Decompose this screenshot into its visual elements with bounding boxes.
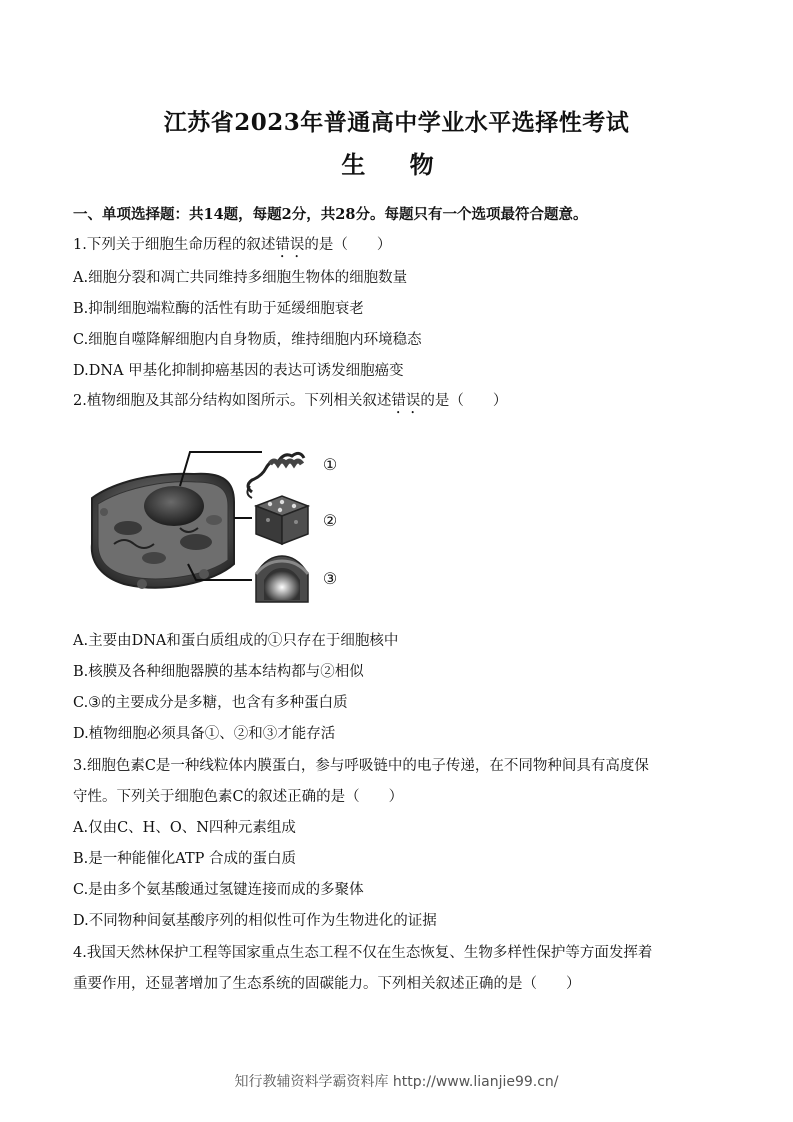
q3-option-d: D.不同物种间氨基酸序列的相似性可作为生物进化的证据 <box>73 913 437 929</box>
q3-option-a: A.仅由C、H、O、N四种元素组成 <box>73 820 296 836</box>
cell-wall-structure <box>256 556 308 602</box>
q1-stem <box>73 235 391 261</box>
subject-title: 生 物 <box>341 150 452 179</box>
figure-label-1 <box>321 455 339 474</box>
footer-watermark[interactable]: 知行教辅资料学霸资料库 http://www.lianjie99.cn/ <box>234 1074 559 1090</box>
q3-option-c: C.是由多个氨基酸通过氢键连接而成的多聚体 <box>73 882 364 898</box>
figure-label-2 <box>321 511 339 530</box>
q2-stem-emphasis: 错误 <box>391 393 421 409</box>
q1-stem-emphasis: 错误 <box>275 237 305 253</box>
q2-option-a: A.主要由DNA和蛋白质组成的①只存在于细胞核中 <box>73 633 399 649</box>
svg-text:①: ① <box>322 455 338 474</box>
exam-title: 江苏省2023年普通高中学业水平选择性考试 <box>163 109 630 136</box>
q4-stem-line1: 4.我国天然林保护工程等国家重点生态工程不仅在生态恢复、生物多样性保护等方面发挥着 <box>73 945 653 961</box>
chromatin-structure <box>247 453 304 498</box>
section-heading: 一、单项选择题：共14题，每题2分，共28分。每题只有一个选项最符合题意。 <box>73 206 588 223</box>
plant-cell-illustration <box>92 474 234 589</box>
q2-stem-text: 2.植物细胞及其部分结构如图所示。下列相关叙述 <box>73 393 392 409</box>
q2-option-d: D.植物细胞必须具备①、②和③才能存活 <box>73 726 336 742</box>
q1-option-a: A.细胞分裂和凋亡共同维持多细胞生物体的细胞数量 <box>73 270 408 286</box>
q1-option-d: D.DNA 甲基化抑制抑癌基因的表达可诱发细胞癌变 <box>73 363 404 379</box>
q2-stem <box>73 391 507 417</box>
q1-stem-tail: 的是（ ） <box>304 237 392 253</box>
figure-label-3 <box>321 569 339 588</box>
q4-stem-line2: 重要作用，还显著增加了生态系统的固碳能力。下列相关叙述正确的是（ ） <box>73 976 581 992</box>
q1-stem-text: 1.下列关于细胞生命历程的叙述 <box>73 237 276 253</box>
q3-option-b: B.是一种能催化ATP 合成的蛋白质 <box>73 851 296 867</box>
q3-stem-line2: 守性。下列关于细胞色素C的叙述正确的是（ ） <box>73 789 404 805</box>
q2-option-b: B.核膜及各种细胞器膜的基本结构都与②相似 <box>73 664 364 680</box>
membrane-structure <box>256 496 308 544</box>
svg-text:③: ③ <box>322 569 338 588</box>
q1-option-c: C.细胞自噬降解细胞内自身物质，维持细胞内环境稳态 <box>73 332 422 348</box>
plant-cell-figure <box>84 424 384 614</box>
q2-stem-tail: 的是（ ） <box>420 393 508 409</box>
svg-text:②: ② <box>322 511 338 530</box>
q3-stem-line1: 3.细胞色素C是一种线粒体内膜蛋白，参与呼吸链中的电子传递，在不同物种间具有高度保 <box>73 758 649 774</box>
q2-option-c: C.③的主要成分是多糖，也含有多种蛋白质 <box>73 695 348 711</box>
q1-option-b: B.抑制细胞端粒酶的活性有助于延缓细胞衰老 <box>73 301 364 317</box>
